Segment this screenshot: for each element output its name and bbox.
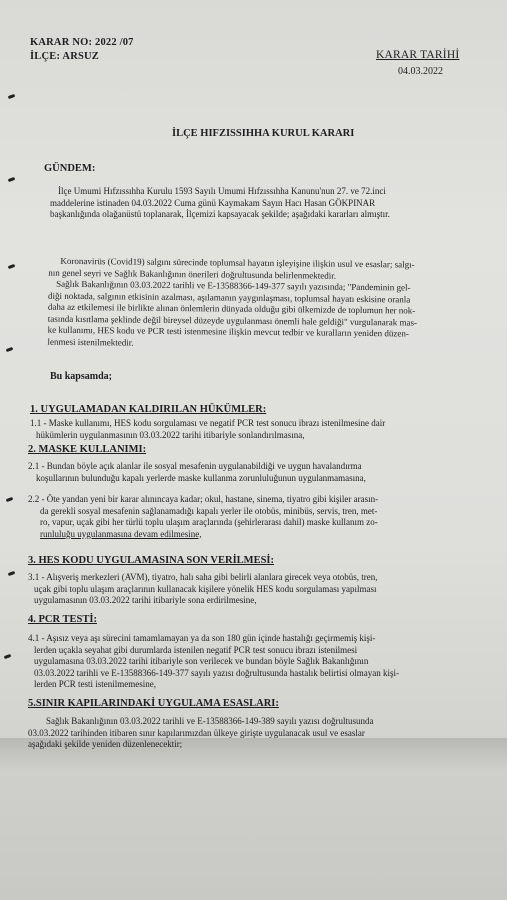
karar-tarihi-label: KARAR TARİHİ	[376, 49, 460, 61]
section-4-body: 4.1 - Aşısız veya aşı sürecini tamamlamayan ya da son 180 gün içinde hastalığı geçirmemiş kişi- lerden uçakla seyahat gibi durumlarda istenilen negatif PCR test sonucu ibrazı istenilmesi uygulamasına 03.03.2022 tarihi itibariyle son verilecek ve bundan böyle Sağlık Bakanlığının 03.03.2022 tarihli ve E-13588366-149-377 sayılı yazısı doğrultusunda hastalık belirtisi olmayan kişi- lerden PCR testi istenilmemesine,	[28, 633, 399, 689]
section-5-title: 5.SINIR KAPILARINDAKİ UYGULAMA ESASLARI:	[28, 698, 279, 709]
page-title: İLÇE HIFZISSIHHA KURUL KARARI	[172, 128, 355, 139]
ilce: İLÇE: ARSUZ	[30, 51, 100, 62]
karar-no: KARAR NO: 2022 /07	[30, 37, 134, 48]
section-5-body: Sağlık Bakanlığının 03.03.2022 tarihli ve E-13588366-149-389 sayılı yazısı doğrultusunda 03.03.2022 tarihinden itibaren sınır kapılarımızdan ülkeye girişte uygulanacak usul ve esaslar aşağıdaki şekilde yeniden düzenlenecektir;	[28, 716, 374, 749]
karar-tarihi: 04.03.2022	[398, 66, 443, 77]
section-1-title: 1. UYGULAMADAN KALDIRILAN HÜKÜMLER:	[30, 404, 267, 415]
punch-hole-mark	[8, 177, 16, 182]
section-2-title: 2. MASKE KULLANIMI:	[28, 444, 147, 455]
punch-hole-mark	[6, 497, 14, 502]
punch-hole-mark	[8, 94, 16, 99]
gundem-label: GÜNDEM:	[44, 163, 96, 174]
section-3-body: 3.1 - Alışveriş merkezleri (AVM), tiyatro, halı saha gibi belirli alanlara girecek veya otobüs, tren, uçak gibi toplu ulaşım araçlarının kullanacak kişilere yönelik HES kodu sorgulaması yapılması uygulamasının 03.03.2022 tarihi itibariyle sona erdirilmesine,	[28, 572, 378, 605]
punch-hole-mark	[8, 264, 16, 269]
bu-kapsamda: Bu kapsamda;	[50, 371, 112, 382]
punch-hole-mark	[4, 654, 12, 659]
punch-hole-mark	[6, 347, 14, 352]
section-3-title: 3. HES KODU UYGULAMASINA SON VERİLMESİ:	[28, 555, 275, 566]
section-1-body: 1.1 - Maske kullanımı, HES kodu sorgulaması ve negatif PCR test sonucu ibrazı istenilmesine dair hükümlerin uygulanmasının 03.03.2022 tarihi itibariyle sonlandırılmasına,	[30, 418, 386, 440]
punch-hole-mark	[8, 571, 16, 576]
section-4-title: 4. PCR TESTİ:	[28, 614, 97, 625]
section-2-2-body: 2.2 - Öte yandan yeni bir karar alınıncaya kadar; okul, hastane, sinema, tiyatro gibi kişiler arasın- da gerekli sosyal mesafenin sağlanamadığı kapalı yerler ile otobüs, minibüs, servis, tren, met- ro, vapur, uçak gibi her türlü toplu ulaşım araçlarında (şehirlerarası dahil) maske kullanım zo- runluluğu uygulanmasına devam edilmesine,	[28, 494, 379, 539]
paper-fold-shadow	[0, 738, 507, 900]
gundem-paragraph: İlçe Umumi Hıfzıssıhha Kurulu 1593 Sayılı Umumi Hıfzıssıhha Kanunu'nun 27. ve 72.inci maddelerine istinaden 04.03.2022 Cuma günü Kaymakam Sayın Hacı Hasan GÖKPINAR başkanlığında olağanüstü toplanarak, İlçemizi kapsayacak şekilde; aşağıdaki kararları almıştır.	[50, 186, 390, 219]
section-2-1-body: 2.1 - Bundan böyle açık alanlar ile sosyal mesafenin uygulanabildiği ve uygun havalandırma koşullarının bulunduğu kapalı yerlerde maske kullanma zorunluluğunun uygulanmamasına,	[28, 461, 366, 483]
intro-paragraph: Koronavirüs (Covid19) salgını sürecinde toplumsal hayatın işleyişine ilişkin usul ve esaslar; salgı- nın genel seyri ve Sağlık Bakanlığının önerileri doğrultusunda belirlenmektedir. Sağlık Bakanlığının 03.03.2022 tarihli ve E-13588366-149-377 sayılı yazısında; "Pandeminin gel- diği noktada, salgının etkisinin azalması, aşılamanın yaygınlaşması, toplumsal hayatı eskisine oranla daha az etkilemesi ile birlikte alınan önlemlerin dünyada olduğu gibi ülkemizde de toplumun her nok- tasında kısıtlama şeklinde değil bireysel düzeyde uygulanması önemli hale geldiği" vurgulanarak mas- ke kullanımı, HES kodu ve PCR testi istenmesine ilişkin mevcut tedbir ve kuralların yeniden düzen- lenmesi istenilmektedir.	[47, 255, 418, 348]
